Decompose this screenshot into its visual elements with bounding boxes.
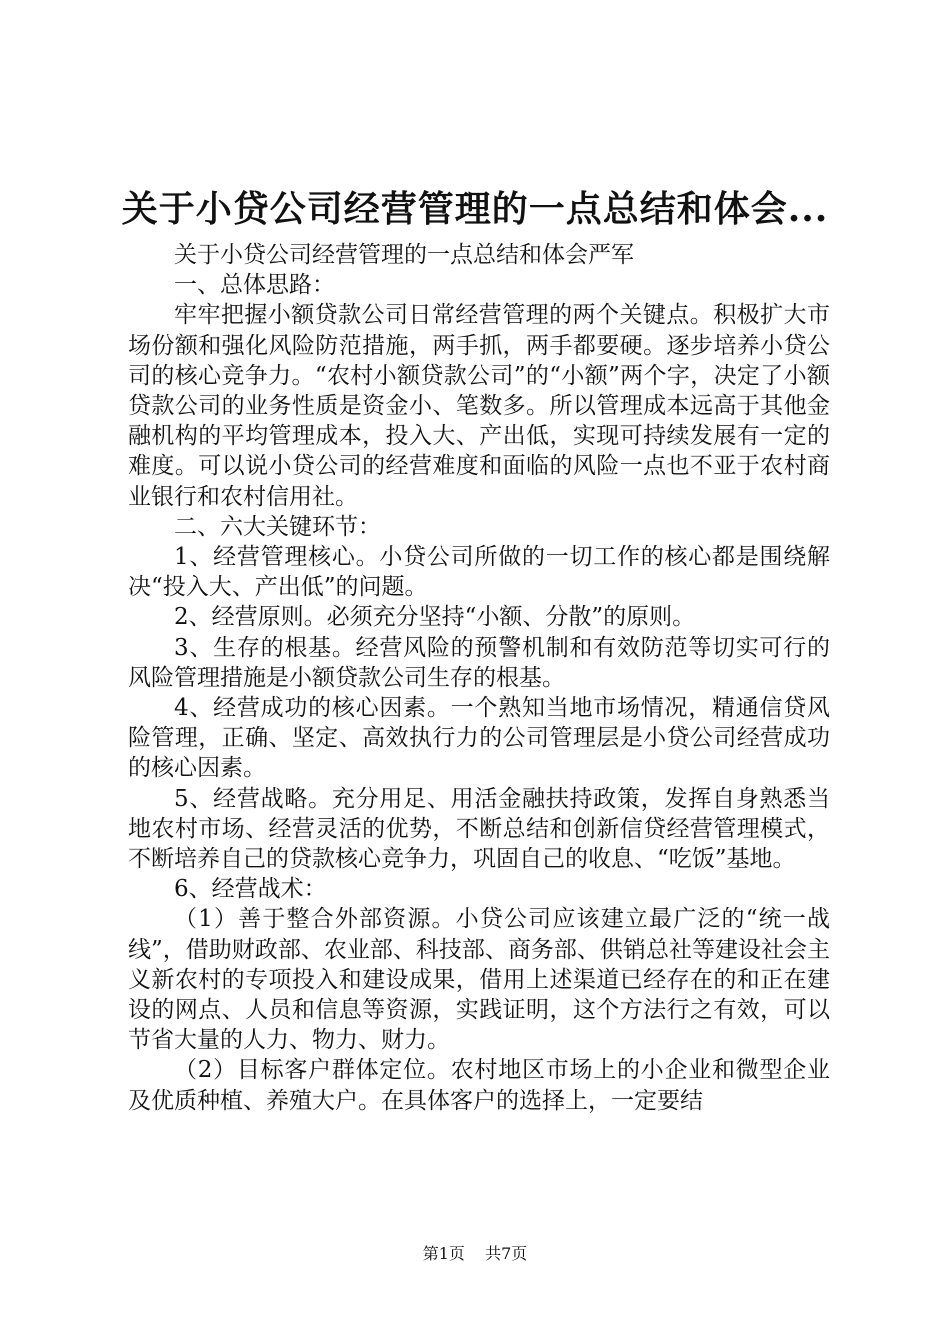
list-item-4: 4、经营成功的核心因素。一个熟知当地市场情况，精通信贷风险管理，正确、坚定、高效执行力的公司管理层是小贷公司经营成功的核心因素。	[128, 695, 830, 782]
list-item-1: 1、经营管理核心。小贷公司所做的一切工作的核心都是围绕解决“投入大、产出低”的问题。	[128, 544, 830, 601]
document-title: 关于小贷公司经营管理的一点总结和体会...	[121, 188, 829, 230]
paragraph-subtitle: 关于小贷公司经营管理的一点总结和体会严军	[174, 242, 634, 268]
section-heading-1: 一、总体思路：	[174, 272, 335, 299]
list-item-3: 3、生存的根基。经营风险的预警机制和有效防范等切实可行的风险管理措施是小额贷款公司生存的根基。	[128, 634, 830, 691]
list-item-6: 6、经营战术：	[174, 876, 327, 903]
paragraph-overview: 牢牢把握小额贷款公司日常经营管理的两个关键点。积极扩大市场份额和强化风险防范措施，两手抓，两手都要硬。逐步培养小贷公司的核心竞争力。“农村小额贷款公司”的“小额”两个字，决定了小额贷款公司的业务性质是资金小、笔数多。所以管理成本远高于其他金融机构的平均管理成本，投入大、产出低，实现可持续发展有一定的难度。可以说小贷公司的经营难度和面临的风险一点也不亚于农村商业银行和农村信用社。	[128, 302, 830, 510]
sub-item-2: （2）目标客户群体定位。农村地区市场上的小企业和微型企业及优质种植、养殖大户。在具体客户的选择上，一定要结	[128, 1057, 830, 1114]
list-item-2: 2、经营原则。必须充分坚持“小额、分散”的原则。	[174, 604, 696, 631]
page-number: 第1页	[422, 1244, 465, 1263]
page-footer	[0, 1243, 950, 1265]
page-total: 共7页	[485, 1244, 528, 1263]
document-body	[128, 240, 830, 1116]
section-heading-2: 二、六大关键环节：	[174, 513, 381, 540]
list-item-5: 5、经营战略。充分用足、用活金融扶持政策，发挥自身熟悉当地农村市场、经营灵活的优势，不断总结和创新信贷经营管理模式，不断培养自己的贷款核心竞争力，巩固自己的收息、“吃饭”基地。	[128, 785, 830, 873]
sub-item-1: （1）善于整合外部资源。小贷公司应该建立最广泛的“统一战线”，借助财政部、农业部、科技部、商务部、供销总社等建设社会主义新农村的专项投入和建设成果，借用上述渠道已经存在的和正在建设的网点、人员和信息等资源，实践证明，这个方法行之有效，可以节省大量的人力、物力、财力。	[128, 906, 830, 1054]
